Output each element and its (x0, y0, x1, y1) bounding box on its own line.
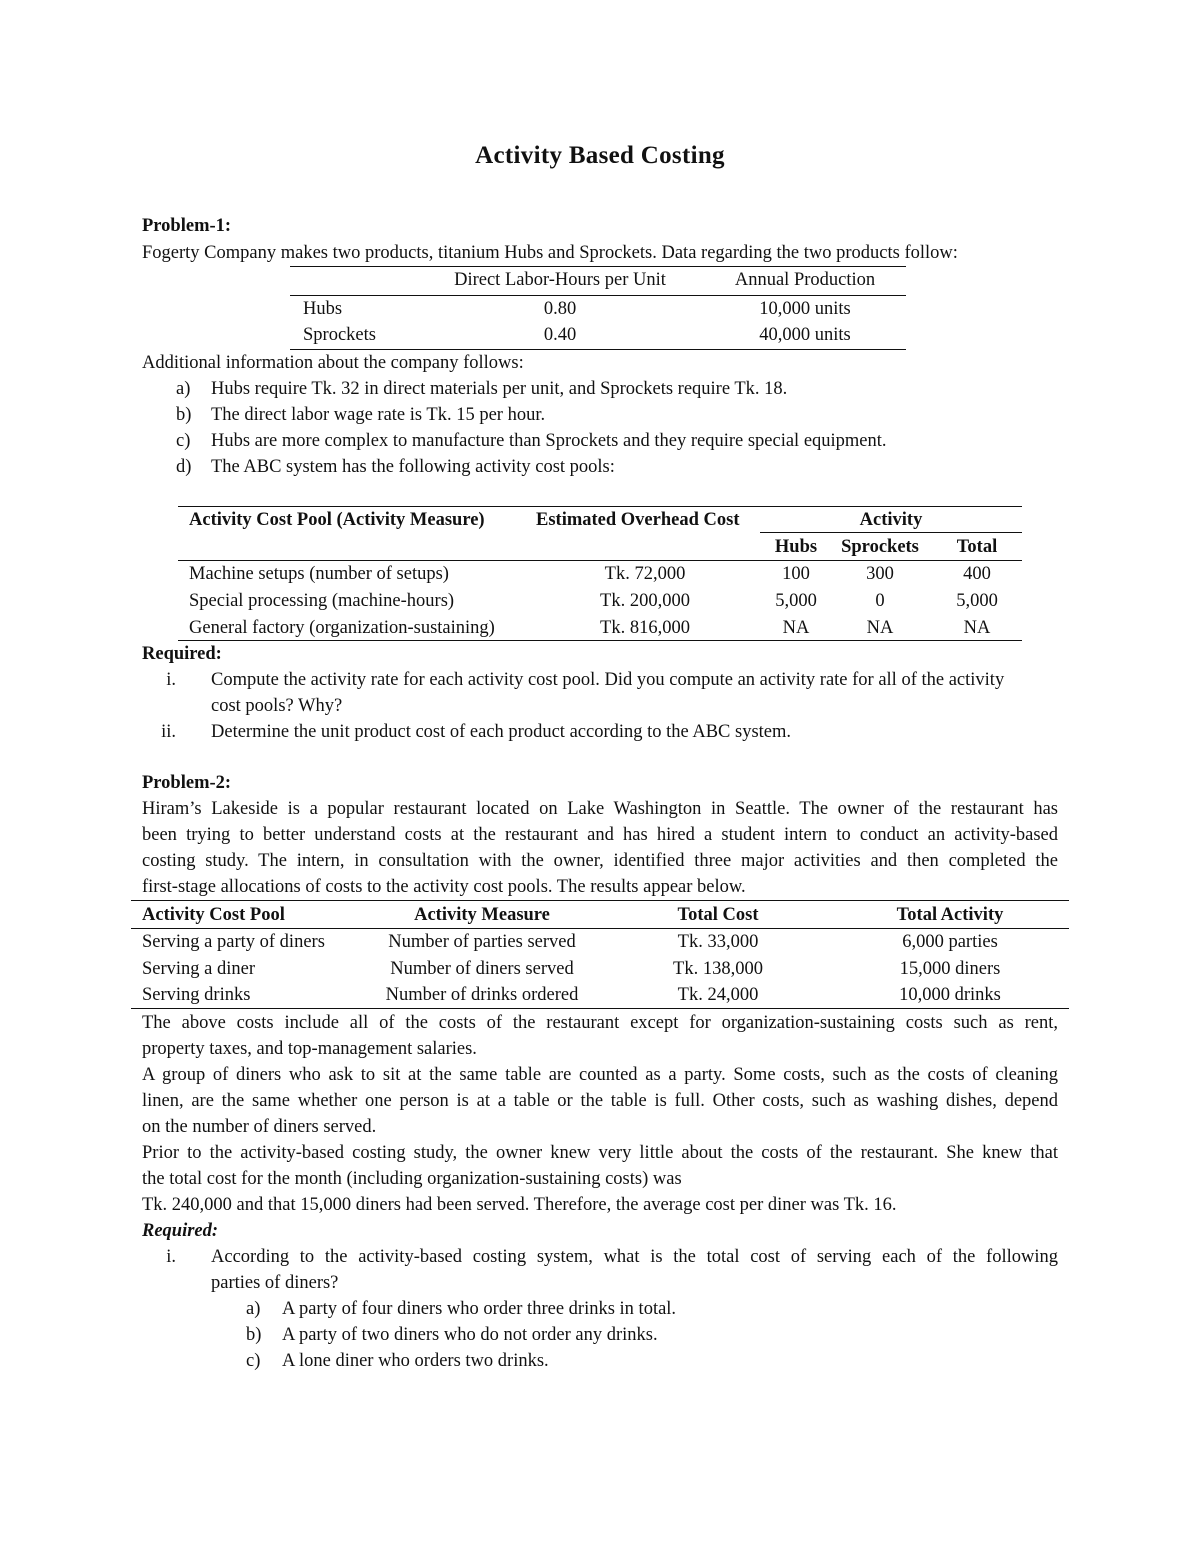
list-text: A party of two diners who do not order any drinks. (282, 1325, 658, 1345)
list-marker: a) (246, 1299, 261, 1319)
table-cell: Tk. 72,000 (604, 564, 686, 584)
table-cell: Tk. 200,000 (600, 591, 690, 611)
table-rule (290, 266, 906, 267)
table-cell: Sprockets (303, 325, 376, 345)
table-header-cell: Hubs (774, 537, 818, 557)
paragraph-line: Prior to the activity-based costing study, the owner knew very little about the costs of the restaurant. She knew that (142, 1143, 1058, 1163)
paragraph-line: been trying to better understand costs at the restaurant and has hired a student intern to conduct an activity-based (142, 825, 1058, 845)
paragraph-line: costing study. The intern, in consultation with the owner, identified three major activities and then completed the (142, 851, 1058, 871)
table-cell: Tk. 33,000 (677, 932, 759, 952)
table-rule (760, 532, 1022, 533)
problem-2-heading: Problem-2: (142, 773, 232, 793)
table-cell: 400 (963, 564, 991, 584)
table-cell: 5,000 (956, 591, 998, 611)
table-rule (178, 560, 1022, 561)
list-marker: c) (246, 1351, 261, 1371)
list-text: Compute the activity rate for each activity cost pool. Did you compute an activity rate for all of the activity (211, 670, 1005, 690)
paragraph-line: first-stage allocations of costs to the activity cost pools. The results appear below. (142, 877, 746, 897)
table-header-cell: Annual Production (734, 270, 876, 290)
paragraph-line: on the number of diners served. (142, 1117, 377, 1137)
paragraph-line: linen, are the same whether one person is at a table or the table is full. Other costs, such as washing dishes, depend (142, 1091, 1058, 1111)
list-marker: c) (176, 431, 191, 451)
table-cell: Tk. 24,000 (677, 985, 759, 1005)
list-text: The direct labor wage rate is Tk. 15 per hour. (211, 405, 546, 425)
paragraph-line: the total cost for the month (including organization-sustaining costs) was (142, 1169, 682, 1189)
table-rule (178, 640, 1022, 641)
table-cell: 5,000 (775, 591, 817, 611)
paragraph-line: property taxes, and top-management salaries. (142, 1039, 477, 1059)
list-marker: a) (176, 379, 191, 399)
paragraph-line: A group of diners who ask to sit at the same table are counted as a party. Some costs, such as the costs of cleaning (142, 1065, 1058, 1085)
table-rule (131, 928, 1069, 929)
table-cell: 100 (782, 564, 810, 584)
list-text: Determine the unit product cost of each product according to the ABC system. (211, 722, 792, 742)
table-header-cell: Direct Labor-Hours per Unit (454, 270, 666, 290)
table-cell: Tk. 138,000 (673, 959, 763, 979)
problem-1-intro: Fogerty Company makes two products, titanium Hubs and Sprockets. Data regarding the two products follow: (142, 243, 958, 263)
table-cell: Serving drinks (142, 985, 251, 1005)
table-cell: Tk. 816,000 (600, 618, 690, 638)
table-cell: Machine setups (number of setups) (189, 564, 449, 584)
list-text: The ABC system has the following activity cost pools: (211, 457, 615, 477)
table-cell: 10,000 drinks (899, 985, 1001, 1005)
table-cell: 0.40 (543, 325, 577, 345)
table-cell: Hubs (303, 299, 343, 319)
table-cell: 0 (875, 591, 885, 611)
list-marker: d) (176, 457, 192, 477)
table-header-cell: Sprockets (841, 537, 919, 557)
list-text: A lone diner who orders two drinks. (282, 1351, 549, 1371)
table-cell: Number of parties served (388, 932, 576, 952)
list-text: According to the activity-based costing system, what is the total cost of serving each of the following (211, 1247, 1058, 1267)
paragraph-line: Tk. 240,000 and that 15,000 diners had been served. Therefore, the average cost per diner was Tk. 16. (142, 1195, 897, 1215)
required-heading: Required: (142, 1221, 219, 1241)
table-cell: 10,000 units (759, 299, 851, 319)
document-title: Activity Based Costing (475, 142, 725, 169)
table-cell: Serving a party of diners (142, 932, 325, 952)
list-marker: i. (166, 670, 176, 690)
table-rule (131, 900, 1069, 901)
list-text: parties of diners? (211, 1273, 339, 1293)
table-header-cell: Activity Measure (414, 905, 550, 925)
problem-1-heading: Problem-1: (142, 216, 232, 236)
table-cell: Number of drinks ordered (385, 985, 579, 1005)
list-text: A party of four diners who order three drinks in total. (282, 1299, 677, 1319)
table-rule (290, 349, 906, 350)
table-header-cell: Total Cost (677, 905, 759, 925)
table-cell: Number of diners served (390, 959, 574, 979)
list-marker: b) (176, 405, 192, 425)
table-cell: 0.80 (543, 299, 577, 319)
table-rule (178, 506, 1022, 507)
list-text: Hubs require Tk. 32 in direct materials per unit, and Sprockets require Tk. 18. (211, 379, 788, 399)
table-header-cell: Total (956, 537, 998, 557)
paragraph-line: Hiram’s Lakeside is a popular restaurant located on Lake Washington in Seattle. The owner of the restaurant has (142, 799, 1058, 819)
table-cell: 40,000 units (759, 325, 851, 345)
table-cell: NA (782, 618, 810, 638)
table-header-cell: Estimated Overhead Cost (536, 510, 740, 530)
list-marker: ii. (161, 722, 176, 742)
table-header-cell: Activity Cost Pool (142, 905, 285, 925)
table-rule (290, 295, 906, 296)
table-rule (131, 1008, 1069, 1009)
additional-info-text: Additional information about the company follows: (142, 353, 524, 373)
table-header-cell: Total Activity (896, 905, 1004, 925)
table-cell: General factory (organization-sustaining) (189, 618, 495, 638)
list-text: cost pools? Why? (211, 696, 343, 716)
table-cell: 300 (866, 564, 894, 584)
table-header-cell: Activity (859, 510, 923, 530)
list-text: Hubs are more complex to manufacture than Sprockets and they require special equipment. (211, 431, 887, 451)
table-cell: 6,000 parties (902, 932, 998, 952)
table-cell: 15,000 diners (899, 959, 1001, 979)
table-cell: Special processing (machine-hours) (189, 591, 455, 611)
table-cell: NA (866, 618, 894, 638)
table-cell: NA (963, 618, 991, 638)
list-marker: b) (246, 1325, 262, 1345)
table-header-cell: Activity Cost Pool (Activity Measure) (189, 510, 485, 530)
table-cell: Serving a diner (142, 959, 256, 979)
paragraph-line: The above costs include all of the costs of the restaurant except for organization-sustaining costs such as rent, (142, 1013, 1058, 1033)
required-heading: Required: (142, 644, 222, 664)
list-marker: i. (166, 1247, 176, 1267)
